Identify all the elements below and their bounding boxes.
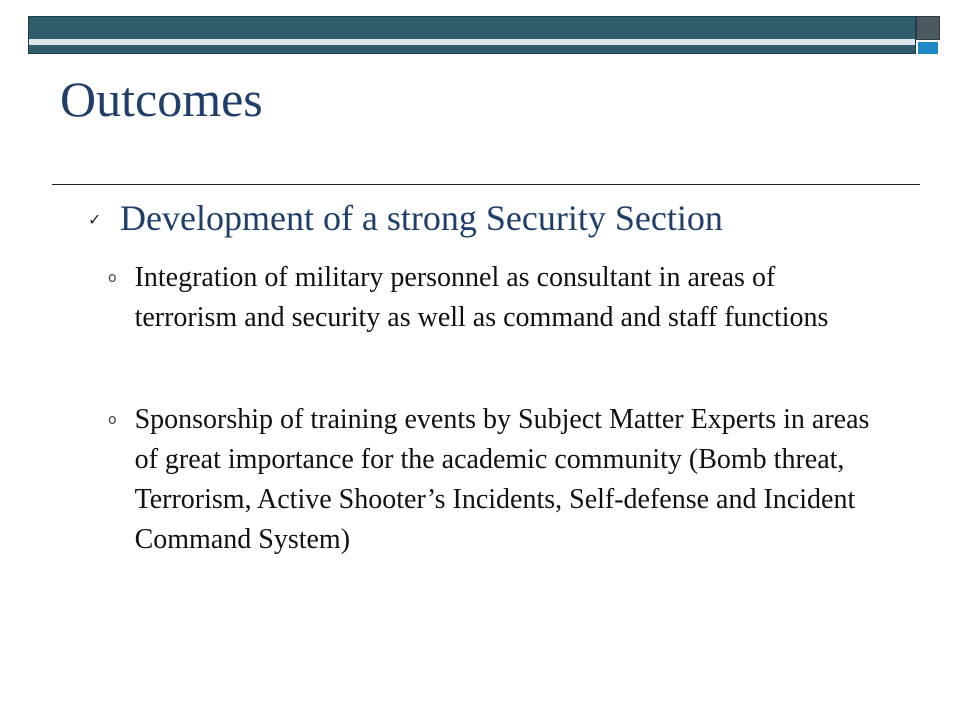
circle-bullet-icon: o xyxy=(108,270,117,286)
sub-bullet-text: Integration of military personnel as consultant in areas of terrorism and security as well as command and staff functions xyxy=(134,262,829,333)
corner-block-dark xyxy=(916,16,940,40)
header-band xyxy=(28,16,916,54)
main-bullet xyxy=(88,196,723,240)
sub-bullet-1 xyxy=(108,258,878,338)
header-corner-blocks xyxy=(916,16,940,54)
corner-block-accent xyxy=(918,42,938,54)
circle-bullet-icon: o xyxy=(108,412,117,428)
sub-bullet-2 xyxy=(108,400,878,560)
decorative-header-bar xyxy=(28,16,940,54)
slide-title: Outcomes xyxy=(60,71,263,127)
title-divider xyxy=(52,184,920,185)
check-icon: ✓ xyxy=(88,210,102,229)
header-stripe xyxy=(29,39,915,45)
main-bullet-text: Development of a strong Security Section xyxy=(120,198,723,238)
sub-bullet-text: Sponsorship of training events by Subject Matter Experts in areas of great importance for the academic community (Bomb threat, Terrorism, Active Shooter’s Incidents, Self-defense and Incident Command System) xyxy=(134,404,870,555)
